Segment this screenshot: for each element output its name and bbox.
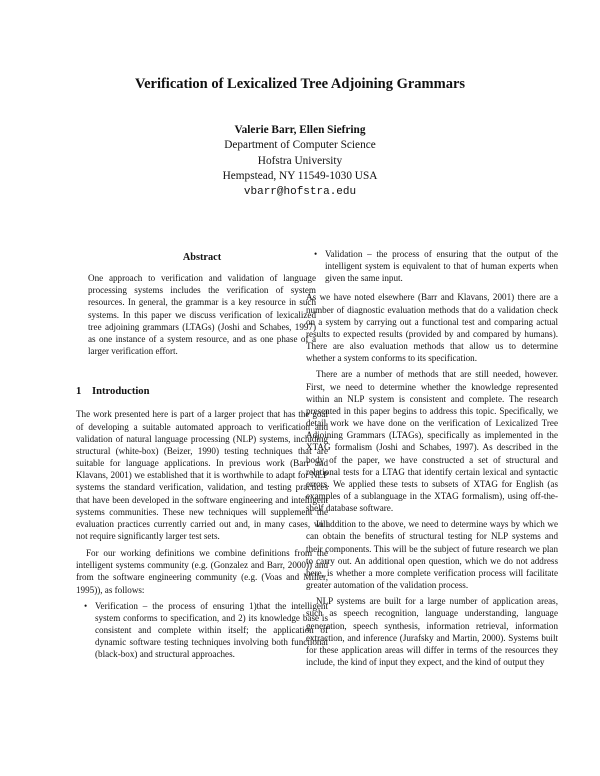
author-names: Valerie Barr, Ellen Siefring	[234, 124, 366, 136]
author-block	[0, 123, 600, 200]
section-heading	[76, 386, 328, 398]
bullet-icon: •	[314, 249, 318, 259]
paragraph: In addition to the above, we need to determine ways by which we can obtain the benefits of structural testing for NLP systems and their components. This will be the subject of future research we plan to carry out. An additional open question, which we do not address here, is whether a more complete verification process will facilitate greater automation of the validation process.	[306, 519, 558, 591]
list-item-text: Verification – the process of ensuring 1)that the intelligent system conforms to specification, and 2) its knowledge base is consistent and complete within itself; the application of dynamic software testing techniques involving both functional (black-box) and structural approaches.	[95, 600, 328, 660]
abstract-text: One approach to verification and validation of language processing systems includes the verification of system resources. In general, the grammar is a key resource in such systems. In this paper we discuss verification of lexicalized tree adjoining grammars (LTAGs) (Joshi and Schabes, 1997) as one instance of a system resource, and as one phase of a larger verification effort.	[88, 273, 316, 357]
list-item	[76, 600, 328, 661]
list-item	[306, 248, 558, 284]
affiliation: Department of Computer Science	[224, 139, 376, 152]
definition-list	[76, 600, 328, 661]
paper-title: Verification of Lexicalized Tree Adjoining Grammars	[134, 76, 466, 92]
paragraph: For our working definitions we combine definitions from the intelligent systems community (e.g. (Gonzalez and Barr, 2000)) and from the software engineering community (e.g. (Voas and Miller, 1995)), as follows:	[76, 548, 328, 595]
list-item-text: Validation – the process of ensuring that the output of the intelligent system is equivalent to that of human experts when given the same input.	[325, 249, 558, 284]
section-title: Introduction	[92, 386, 150, 398]
university: Hofstra University	[257, 154, 343, 167]
paragraph: NLP systems are built for a large number of application areas, such as speech recognition, language understanding, language generation, speech synthesis, information retrieval, information extraction, and inference (Jurafsky and Martin, 2000). Systems built for these application areas will differ in terms of the resources they include, the kind of input they expect, and the kind of output they	[306, 596, 558, 667]
right-column	[306, 248, 558, 668]
left-column	[76, 248, 328, 661]
abstract-heading: Abstract	[182, 252, 222, 263]
author-email: vbarr@hofstra.edu	[243, 185, 357, 198]
bullet-icon: •	[84, 600, 88, 611]
paragraph: The work presented here is part of a larger project that has the goal of developing a suitable automated approach to verification and validation of natural language processing (NLP) systems, including structural (white-box) (Beizer, 1990) testing techniques that are suitable for language applications. In previous work (Barr and Klavans, 2001) we established that it is worthwhile to adapt for NLP systems the standard verification, validation, and testing practices that have been developed in the software engineering and intelligent systems communities. These new techniques will supplement the evaluation practices currently carried out and, in many cases, will not require significantly larger test sets.	[76, 409, 328, 541]
address: Hempstead, NY 11549-1030 USA	[222, 170, 378, 183]
paragraph: There are a number of methods that are still needed, however. First, we need to determine whether the knowledge represented within an NLP system is consistent and complete. The research presented in this paper begins to address this topic. Specifically, we detail work we have done on the verification of Lexicalized Tree Adjoining Grammars (LTAGs), specifically as implemented in the XTAG formalism (Joshi and Schabes, 1997). As described in the body of the paper, we have constructed a set of structural and relational tests for a LTAG that identify certain lexical and syntactic errors. We applied these tests to subsets of XTAG for English (as examples of a sublanguage in the XTAG formalism), using off-the-shelf database software.	[306, 369, 558, 514]
definition-list-continued	[306, 248, 558, 284]
section-number: 1	[76, 386, 82, 398]
paragraph: As we have noted elsewhere (Barr and Klavans, 2001) there are a number of diagnostic evaluation methods that do a validation check on a system by carrying out a functional test and comparing actual results to expected results (provided by and compared by humans). There are also evaluation methods that allow us to determine whether a system conforms to its specification.	[306, 292, 558, 364]
